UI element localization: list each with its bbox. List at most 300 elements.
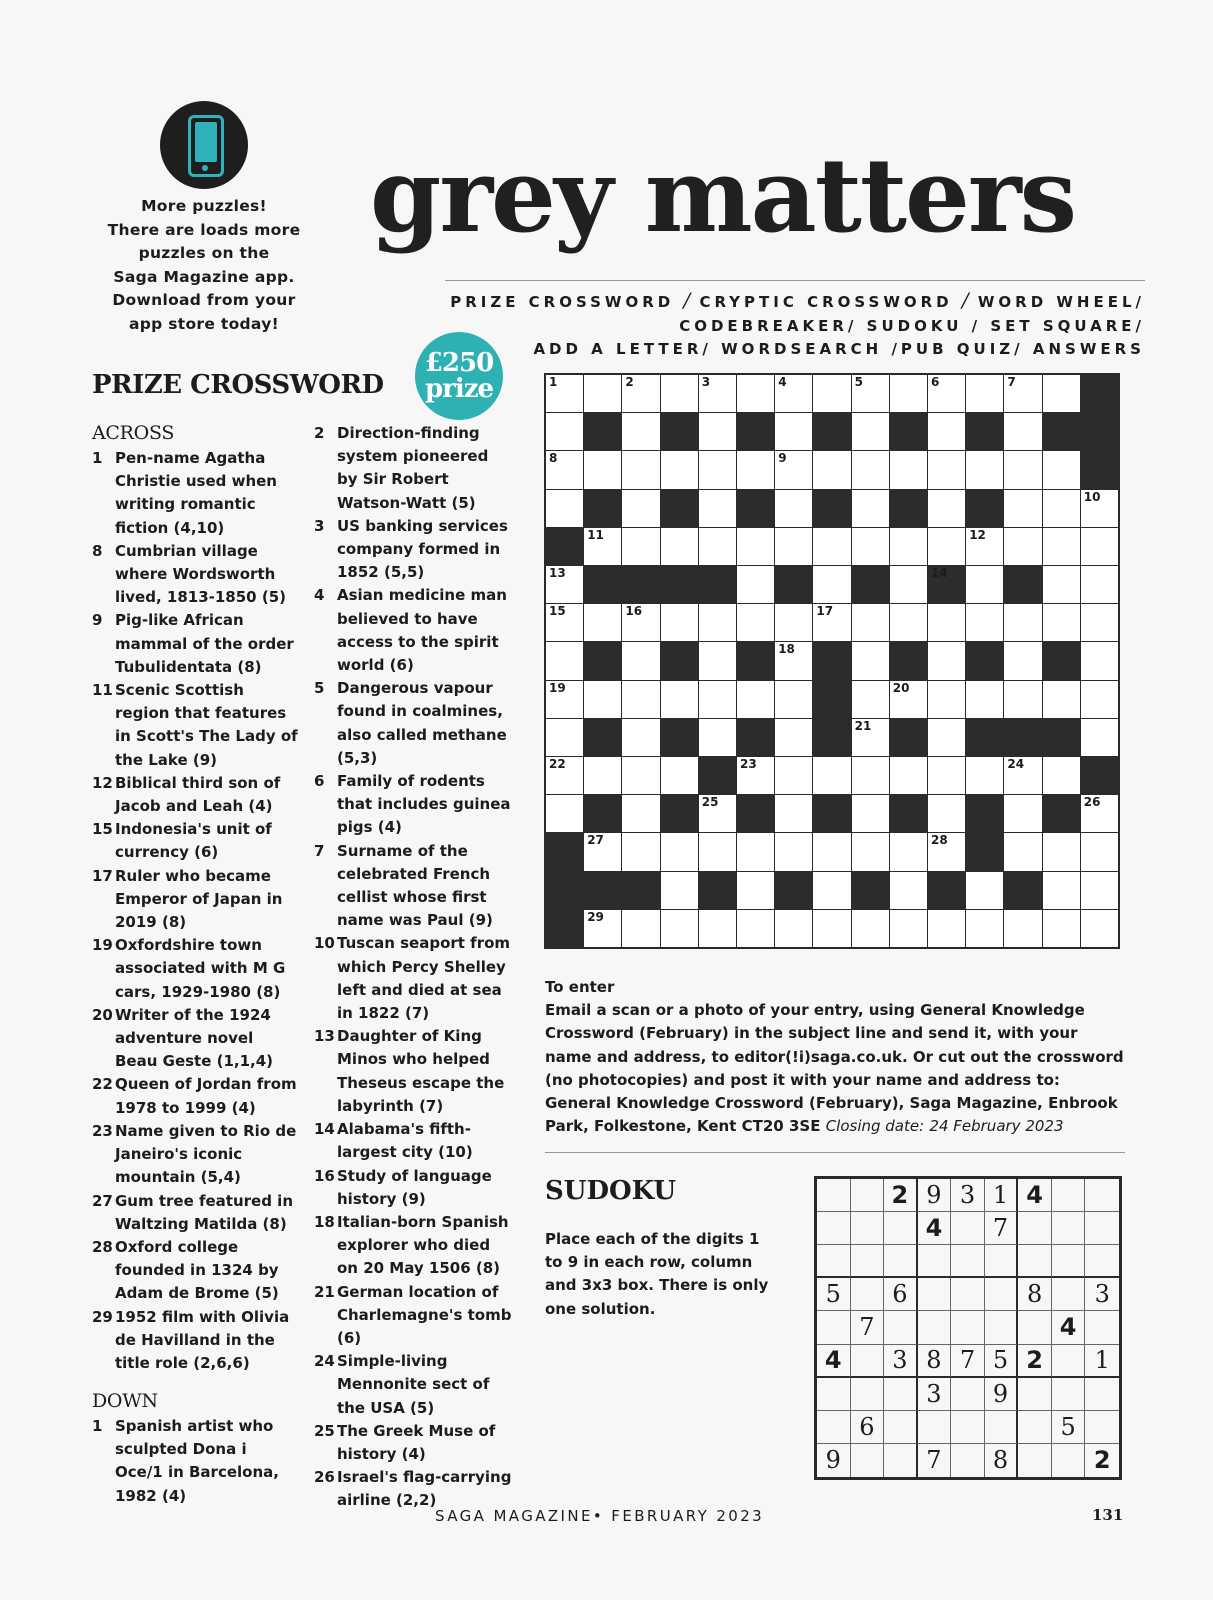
crossword-cell[interactable]: [775, 795, 812, 832]
crossword-cell[interactable]: [890, 528, 927, 565]
crossword-number: 7: [1007, 375, 1016, 389]
crossword-cell[interactable]: [928, 528, 965, 565]
clue-text: Surname of the celebrated French cellist whose first name was Paul (9): [337, 841, 493, 930]
crossword-cell[interactable]: [737, 872, 774, 909]
crossword-cell[interactable]: [584, 451, 621, 488]
crossword-cell[interactable]: [584, 757, 621, 794]
closing-date: 24 February 2023: [929, 1117, 1064, 1136]
sudoku-cell[interactable]: [1018, 1245, 1052, 1278]
clue-number: 28: [92, 1237, 113, 1256]
crossword-cell[interactable]: [813, 528, 850, 565]
crossword-cell[interactable]: [928, 451, 965, 488]
clue-text: Simple-living Mennonite sect of the USA (5): [337, 1352, 490, 1417]
crossword-cell[interactable]: [1004, 833, 1041, 870]
crossword-cell[interactable]: [584, 833, 621, 870]
crossword-cell[interactable]: [852, 528, 889, 565]
crossword-block: [775, 872, 812, 909]
crossword-number: 19: [549, 680, 566, 695]
sudoku-cell[interactable]: [1018, 1444, 1052, 1477]
across-heading: ACROSS: [92, 422, 175, 444]
crossword-cell[interactable]: [1043, 490, 1080, 527]
clue-text: 1952 film with Olivia de Havilland in the title role (2,6,6): [115, 1307, 290, 1372]
nav-item[interactable]: CODEBREAKER/: [679, 316, 858, 335]
crossword-cell[interactable]: [890, 604, 927, 641]
crossword-cell[interactable]: [928, 490, 965, 527]
crossword-cell[interactable]: [813, 604, 850, 641]
crossword-cell[interactable]: [775, 833, 812, 870]
crossword-cell[interactable]: [584, 528, 621, 565]
sudoku-cell[interactable]: [985, 1278, 1019, 1311]
crossword-cell[interactable]: [928, 413, 965, 450]
crossword-cell[interactable]: [737, 757, 774, 794]
crossword-cell[interactable]: [928, 375, 965, 412]
crossword-cell[interactable]: [1004, 490, 1041, 527]
crossword-cell[interactable]: [1081, 719, 1118, 756]
nav-item[interactable]: SUDOKU: [866, 316, 963, 335]
crossword-cell[interactable]: [813, 451, 850, 488]
crossword-cell[interactable]: [1004, 528, 1041, 565]
nav-item[interactable]: WORD WHEEL/: [977, 293, 1145, 311]
sudoku-given: 6: [851, 1411, 885, 1444]
crossword-cell[interactable]: [813, 566, 850, 603]
crossword-cell[interactable]: [584, 910, 621, 947]
clue-number: 16: [314, 1166, 335, 1185]
crossword-block: [1081, 375, 1118, 412]
crossword-cell[interactable]: [737, 375, 774, 412]
crossword-cell[interactable]: [966, 604, 1003, 641]
clue: [314, 932, 514, 1025]
sudoku-cell[interactable]: [1052, 1345, 1086, 1378]
crossword-cell[interactable]: [1081, 681, 1118, 718]
crossword-cell[interactable]: [546, 566, 583, 603]
crossword-cell[interactable]: [775, 604, 812, 641]
crossword-cell[interactable]: [737, 681, 774, 718]
crossword-cell[interactable]: [852, 910, 889, 947]
crossword-cell[interactable]: [852, 642, 889, 679]
sudoku-cell[interactable]: [884, 1245, 918, 1278]
crossword-cell[interactable]: [737, 910, 774, 947]
crossword-cell[interactable]: [699, 490, 736, 527]
nav-item[interactable]: CRYPTIC CROSSWORD: [699, 293, 953, 311]
sudoku-cell[interactable]: [951, 1444, 985, 1477]
crossword-cell[interactable]: [661, 872, 698, 909]
crossword-cell[interactable]: [928, 910, 965, 947]
crossword-cell[interactable]: [622, 719, 659, 756]
crossword-cell[interactable]: [1004, 413, 1041, 450]
crossword-block: [737, 795, 774, 832]
clue-number: 2: [314, 424, 325, 442]
crossword-block: [890, 490, 927, 527]
sudoku-cell[interactable]: [817, 1212, 851, 1245]
crossword-cell[interactable]: [966, 375, 1003, 412]
crossword-number: 27: [587, 833, 604, 848]
crossword-cell[interactable]: [852, 719, 889, 756]
clue-text: Writer of the 1924 adventure novel Beau Geste (1,1,4): [115, 1005, 274, 1071]
sudoku-cell[interactable]: [1052, 1212, 1086, 1245]
crossword-cell[interactable]: [546, 795, 583, 832]
crossword-cell[interactable]: [1043, 604, 1080, 641]
crossword-cell[interactable]: [546, 757, 583, 794]
sudoku-cell[interactable]: [1052, 1444, 1086, 1477]
crossword-cell[interactable]: [966, 451, 1003, 488]
sudoku-cell[interactable]: [1085, 1411, 1119, 1444]
crossword-cell[interactable]: [622, 795, 659, 832]
sudoku-cell[interactable]: [851, 1212, 885, 1245]
sudoku-cell[interactable]: [918, 1245, 952, 1278]
sudoku-cell[interactable]: [851, 1444, 885, 1477]
crossword-block: [1004, 872, 1041, 909]
clue: [314, 1025, 514, 1118]
sudoku-cell[interactable]: [1018, 1378, 1052, 1411]
clue-text: Italian-born Spanish explorer who died on 20 May 1506 (8): [337, 1212, 509, 1278]
crossword-cell[interactable]: [546, 604, 583, 641]
clue-number: 11: [92, 681, 113, 700]
crossword-cell[interactable]: [699, 719, 736, 756]
crossword-cell[interactable]: [775, 681, 812, 718]
crossword-cell[interactable]: [622, 604, 659, 641]
crossword-cell[interactable]: [661, 451, 698, 488]
crossword-cell[interactable]: [966, 566, 1003, 603]
crossword-block: [966, 795, 1003, 832]
crossword-cell[interactable]: [1043, 451, 1080, 488]
crossword-cell[interactable]: [928, 795, 965, 832]
crossword-cell[interactable]: [775, 375, 812, 412]
crossword-number: 5: [854, 375, 863, 389]
crossword-cell[interactable]: [1043, 872, 1080, 909]
sudoku-cell[interactable]: [884, 1411, 918, 1444]
sudoku-cell[interactable]: [985, 1311, 1019, 1344]
down-clues-continued: [314, 422, 514, 1513]
crossword-cell[interactable]: [546, 642, 583, 679]
crossword-cell[interactable]: [699, 451, 736, 488]
nav-item[interactable]: ANSWERS: [1032, 340, 1145, 358]
across-clues: [92, 422, 298, 1375]
crossword-cell[interactable]: [1081, 604, 1118, 641]
crossword-number: 21: [854, 718, 872, 733]
sudoku-cell[interactable]: [1085, 1245, 1119, 1278]
crossword-cell[interactable]: [966, 872, 1003, 909]
crossword-cell[interactable]: [622, 910, 659, 947]
clue: [314, 677, 514, 770]
crossword-cell[interactable]: [1043, 528, 1080, 565]
sudoku-cell[interactable]: [1018, 1311, 1052, 1344]
crossword-cell[interactable]: [852, 604, 889, 641]
clue-number: 23: [92, 1121, 113, 1140]
crossword-cell[interactable]: [775, 413, 812, 450]
crossword-block: [890, 795, 927, 832]
crossword-number: 26: [1083, 795, 1101, 810]
crossword-cell[interactable]: [737, 528, 774, 565]
crossword-cell[interactable]: [584, 604, 621, 641]
crossword-number: 13: [549, 566, 566, 580]
crossword-cell[interactable]: [1043, 566, 1080, 603]
crossword-cell[interactable]: [1081, 642, 1118, 679]
crossword-cell[interactable]: [852, 795, 889, 832]
crossword-cell[interactable]: [699, 413, 736, 450]
sudoku-given: 8: [918, 1345, 952, 1378]
clue-text: Asian medicine man believed to have access to the spirit world (6): [337, 586, 507, 675]
sudoku-cell[interactable]: [1052, 1278, 1086, 1311]
crossword-cell[interactable]: [699, 795, 736, 832]
clue-number: 27: [92, 1191, 113, 1210]
crossword-cell[interactable]: [622, 833, 659, 870]
crossword-cell[interactable]: [890, 833, 927, 870]
crossword-cell[interactable]: [1004, 642, 1041, 679]
sudoku-cell[interactable]: [1052, 1245, 1086, 1278]
crossword-cell[interactable]: [737, 833, 774, 870]
crossword-cell[interactable]: [622, 528, 659, 565]
sudoku-cell[interactable]: [851, 1245, 885, 1278]
crossword-cell[interactable]: [699, 375, 736, 412]
crossword-cell[interactable]: [1043, 757, 1080, 794]
crossword-cell[interactable]: [1081, 910, 1118, 947]
sudoku-cell[interactable]: [817, 1179, 851, 1212]
sudoku-cell[interactable]: [951, 1411, 985, 1444]
crossword-cell[interactable]: [775, 490, 812, 527]
sudoku-cell[interactable]: [851, 1278, 885, 1311]
crossword-cell[interactable]: [1043, 681, 1080, 718]
clue-text: Ruler who became Emperor of Japan in 2019 (8): [115, 866, 283, 932]
crossword-cell[interactable]: [852, 681, 889, 718]
crossword-cell[interactable]: [661, 604, 698, 641]
crossword-cell[interactable]: [928, 757, 965, 794]
crossword-cell[interactable]: [546, 490, 583, 527]
crossword-cell[interactable]: [699, 528, 736, 565]
crossword-block: [852, 872, 889, 909]
crossword-cell[interactable]: [813, 910, 850, 947]
crossword-cell[interactable]: [813, 757, 850, 794]
crossword-cell[interactable]: [546, 375, 583, 412]
crossword-cell[interactable]: [661, 528, 698, 565]
sudoku-cell[interactable]: [817, 1411, 851, 1444]
crossword-block: [813, 642, 850, 679]
crossword-cell[interactable]: [890, 910, 927, 947]
sudoku-cell[interactable]: [884, 1378, 918, 1411]
crossword-cell[interactable]: [661, 681, 698, 718]
sudoku-given: 2: [1018, 1345, 1052, 1378]
crossword-cell[interactable]: [1004, 910, 1041, 947]
crossword-cell[interactable]: [928, 719, 965, 756]
entry-body: Email a scan or a photo of your entry, using General Knowledge Crossword (February) in the subject line and send it, with your name and address, to editor(!i)saga.co.uk. Or cut out the crossword (no photocopies) and post it with your name and address to: General Knowledge Crossword (February), Saga Magazine, Enbrook Park, Folkestone, Kent CT20 3SE: [545, 1001, 1124, 1136]
crossword-cell[interactable]: [1004, 604, 1041, 641]
crossword-cell[interactable]: [699, 910, 736, 947]
crossword-cell[interactable]: [584, 681, 621, 718]
closing-label: Closing date:: [825, 1117, 925, 1136]
sudoku-cell[interactable]: [851, 1179, 885, 1212]
crossword-cell[interactable]: [584, 375, 621, 412]
sudoku-cell[interactable]: [851, 1378, 885, 1411]
sudoku-cell[interactable]: [1085, 1212, 1119, 1245]
sudoku-cell[interactable]: [817, 1311, 851, 1344]
clue: [92, 1415, 298, 1508]
crossword-cell[interactable]: [852, 413, 889, 450]
clue-number: 5: [314, 679, 325, 698]
crossword-cell[interactable]: [890, 375, 927, 412]
nav-item[interactable]: PRIZE CROSSWORD: [450, 293, 675, 311]
crossword-cell[interactable]: [661, 833, 698, 870]
crossword-cell[interactable]: [775, 528, 812, 565]
crossword-cell[interactable]: [699, 642, 736, 679]
crossword-number: 10: [1083, 489, 1101, 504]
sudoku-cell[interactable]: [1018, 1411, 1052, 1444]
sudoku-cell[interactable]: [817, 1378, 851, 1411]
sudoku-cell[interactable]: [951, 1212, 985, 1245]
crossword-cell[interactable]: [737, 451, 774, 488]
clue-text: Spanish artist who sculpted Dona i Oce/1 in Barcelona, 1982 (4): [115, 1417, 279, 1505]
crossword-block: [546, 528, 583, 565]
crossword-cell[interactable]: [546, 719, 583, 756]
sudoku-given: 3: [951, 1179, 985, 1212]
sudoku-cell[interactable]: [1052, 1179, 1086, 1212]
crossword-cell[interactable]: [813, 872, 850, 909]
sudoku-cell[interactable]: [985, 1245, 1019, 1278]
crossword-cell[interactable]: [699, 833, 736, 870]
crossword-cell[interactable]: [775, 719, 812, 756]
sudoku-given: 4: [1018, 1179, 1052, 1212]
crossword-cell[interactable]: [890, 566, 927, 603]
crossword-cell[interactable]: [775, 451, 812, 488]
crossword-number: 15: [549, 604, 566, 619]
crossword-cell[interactable]: [852, 451, 889, 488]
sudoku-cell[interactable]: [884, 1311, 918, 1344]
crossword-cell[interactable]: [966, 757, 1003, 794]
crossword-cell[interactable]: [1081, 528, 1118, 565]
crossword-block: [966, 642, 1003, 679]
crossword-cell[interactable]: [928, 604, 965, 641]
crossword-cell[interactable]: [890, 872, 927, 909]
sudoku-cell[interactable]: [1085, 1311, 1119, 1344]
crossword-cell[interactable]: [775, 910, 812, 947]
sudoku-cell[interactable]: [1085, 1378, 1119, 1411]
sudoku-given: 5: [817, 1278, 851, 1311]
crossword-cell[interactable]: [1004, 795, 1041, 832]
crossword-cell[interactable]: [852, 490, 889, 527]
clue: [92, 772, 298, 818]
crossword-block: [546, 872, 583, 909]
crossword-cell[interactable]: [928, 642, 965, 679]
crossword-cell[interactable]: [1081, 490, 1118, 527]
sudoku-cell[interactable]: [1085, 1179, 1119, 1212]
crossword-cell[interactable]: [546, 451, 583, 488]
crossword-cell[interactable]: [622, 681, 659, 718]
crossword-cell[interactable]: [852, 833, 889, 870]
crossword-cell[interactable]: [546, 681, 583, 718]
crossword-cell[interactable]: [1004, 681, 1041, 718]
crossword-cell[interactable]: [737, 604, 774, 641]
sudoku-cell[interactable]: [951, 1278, 985, 1311]
crossword-cell[interactable]: [966, 910, 1003, 947]
crossword-cell[interactable]: [1043, 910, 1080, 947]
crossword-cell[interactable]: [1081, 833, 1118, 870]
crossword-cell[interactable]: [1004, 375, 1041, 412]
crossword-cell[interactable]: [966, 681, 1003, 718]
crossword-cell[interactable]: [813, 375, 850, 412]
crossword-cell[interactable]: [737, 566, 774, 603]
clue-number: 13: [314, 1027, 335, 1046]
crossword-cell[interactable]: [890, 681, 927, 718]
sudoku-cell[interactable]: [951, 1311, 985, 1344]
crossword-number: 2: [625, 375, 634, 389]
crossword-cell[interactable]: [622, 451, 659, 488]
sudoku-cell[interactable]: [918, 1311, 952, 1344]
nav-item[interactable]: / SET SQUARE/: [971, 316, 1145, 335]
crossword-cell[interactable]: [890, 757, 927, 794]
crossword-cell[interactable]: [1081, 795, 1118, 832]
crossword-block: [1043, 642, 1080, 679]
sudoku-cell[interactable]: [851, 1345, 885, 1378]
crossword-cell[interactable]: [661, 910, 698, 947]
sudoku-cell[interactable]: [884, 1444, 918, 1477]
sudoku-cell[interactable]: [1018, 1212, 1052, 1245]
crossword-cell[interactable]: [622, 757, 659, 794]
crossword-number: 20: [892, 680, 910, 695]
nav-item[interactable]: /PUB QUIZ/: [891, 340, 1024, 358]
crossword-block: [1043, 413, 1080, 450]
sudoku-cell[interactable]: [1052, 1378, 1086, 1411]
crossword-cell[interactable]: [890, 451, 927, 488]
crossword-cell[interactable]: [1081, 566, 1118, 603]
crossword-block: [546, 910, 583, 947]
sudoku-cell[interactable]: [951, 1245, 985, 1278]
crossword-block: [737, 719, 774, 756]
crossword-cell[interactable]: [775, 757, 812, 794]
crossword-cell[interactable]: [928, 681, 965, 718]
crossword-block: [1043, 795, 1080, 832]
crossword-cell[interactable]: [699, 604, 736, 641]
clue: [314, 584, 514, 677]
entry-instructions: [545, 976, 1125, 1138]
clue-number: 6: [314, 772, 325, 791]
nav-item[interactable]: ADD A LETTER/: [533, 340, 712, 358]
clue: [314, 1165, 514, 1211]
crossword-cell[interactable]: [1043, 375, 1080, 412]
crossword-cell[interactable]: [775, 642, 812, 679]
crossword-cell[interactable]: [1043, 833, 1080, 870]
crossword-block: [584, 413, 621, 450]
crossword-cell[interactable]: [661, 757, 698, 794]
crossword-cell[interactable]: [852, 375, 889, 412]
crossword-cell[interactable]: [699, 681, 736, 718]
crossword-cell[interactable]: [1081, 872, 1118, 909]
crossword-cell[interactable]: [813, 833, 850, 870]
sudoku-cell[interactable]: [918, 1411, 952, 1444]
sudoku-cell[interactable]: [918, 1278, 952, 1311]
crossword-cell[interactable]: [966, 528, 1003, 565]
crossword-cell[interactable]: [852, 757, 889, 794]
nav-item[interactable]: WORDSEARCH: [721, 340, 883, 358]
crossword-cell[interactable]: [1004, 451, 1041, 488]
crossword-cell[interactable]: [622, 375, 659, 412]
sudoku-cell[interactable]: [951, 1378, 985, 1411]
crossword-cell[interactable]: [622, 490, 659, 527]
sudoku-cell[interactable]: [985, 1411, 1019, 1444]
crossword-block: [813, 490, 850, 527]
crossword-cell[interactable]: [928, 833, 965, 870]
clue-number: 19: [92, 936, 113, 955]
crossword-cell[interactable]: [622, 413, 659, 450]
crossword-cell[interactable]: [661, 375, 698, 412]
sudoku-cell[interactable]: [884, 1212, 918, 1245]
sudoku-given: 2: [1093, 1446, 1111, 1475]
clue: [314, 422, 514, 515]
sudoku-cell[interactable]: [817, 1245, 851, 1278]
crossword-block: [928, 566, 965, 603]
crossword-cell[interactable]: [1004, 757, 1041, 794]
crossword-number: 12: [969, 527, 986, 542]
crossword-cell[interactable]: [546, 413, 583, 450]
crossword-cell[interactable]: [622, 642, 659, 679]
clue-number: 10: [314, 934, 335, 953]
